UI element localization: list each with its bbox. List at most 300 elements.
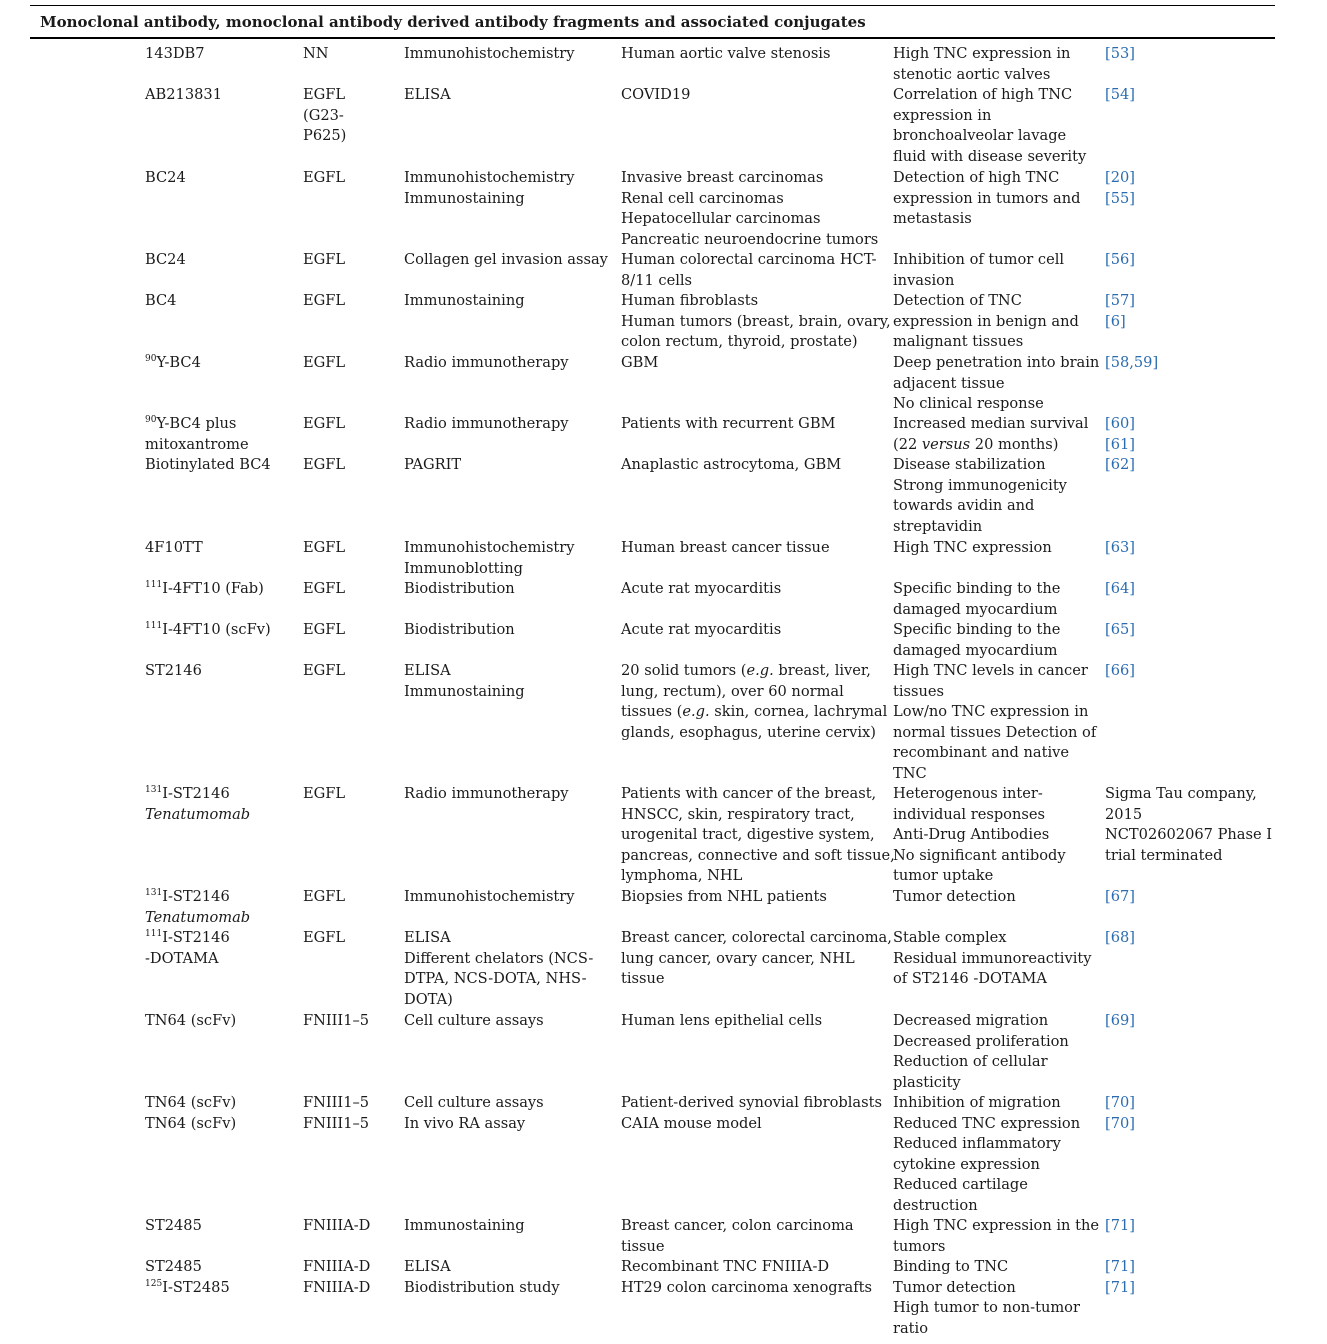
- cell-line: [621, 579, 883, 600]
- text-segment: stenotic aortic valves: [893, 65, 1051, 83]
- cell-line: ELISA: [404, 1258, 451, 1275]
- text-segment: Binding to TNC: [893, 1258, 1009, 1275]
- text-segment: towards avidin and: [893, 497, 1035, 515]
- cell-outcome: [893, 414, 1098, 455]
- cell-outcome: [893, 661, 1098, 785]
- text-segment: Disease stabilization: [893, 456, 1046, 473]
- text-segment: Acute rat myocarditis: [621, 621, 782, 638]
- cell-outcome: [893, 538, 1098, 559]
- cell-line: [621, 887, 883, 908]
- cell-line: [893, 805, 1098, 826]
- cell-line: [893, 209, 1098, 230]
- cell-line: [621, 866, 883, 887]
- cell-line: [893, 291, 1098, 312]
- cell-reference: [1105, 1011, 1320, 1032]
- cell-epitope: [303, 538, 393, 559]
- cell-line: [893, 147, 1098, 168]
- cell-line: [145, 455, 295, 476]
- reference-link[interactable]: [69]: [1105, 1012, 1135, 1029]
- text-segment: Recombinant TNC FNIIIA-D: [621, 1258, 830, 1275]
- cell-antibody: [145, 44, 295, 65]
- text-segment: Human fibroblasts: [621, 292, 759, 309]
- cell-line: [621, 455, 883, 476]
- cell-application: [404, 168, 614, 209]
- cell-line: [621, 85, 883, 106]
- cell-antibody: [145, 887, 295, 928]
- cell-antibody: [145, 85, 295, 106]
- cell-line: [621, 661, 883, 682]
- cell-reference: [1105, 291, 1320, 332]
- cell-line: [1105, 1093, 1320, 1114]
- text-segment: Reduced TNC expression: [893, 1114, 1081, 1132]
- text-segment: Anaplastic astrocytoma, GBM: [621, 456, 842, 473]
- text-segment: Specific binding to the: [893, 580, 1061, 597]
- cell-line: [1105, 928, 1320, 949]
- isotope-superscript: 90: [145, 415, 157, 425]
- reference-link[interactable]: [67]: [1105, 888, 1135, 905]
- cell-line: [145, 1011, 295, 1032]
- cell-line: [893, 1134, 1098, 1155]
- text-segment: tumors: [893, 1237, 946, 1255]
- cell-model: [621, 1093, 883, 1134]
- cell-model: [621, 928, 892, 990]
- cell-reference: [1105, 353, 1320, 374]
- section-title: Monoclonal antibody, monoclonal antibody derived antibody fragments and associated conjugates: [40, 13, 866, 31]
- cell-line: [893, 887, 1098, 908]
- cell-line: [1105, 44, 1320, 65]
- cell-line: [893, 825, 1098, 846]
- cell-antibody: [145, 414, 295, 455]
- text-segment: plasticity: [893, 1073, 961, 1091]
- cell-epitope: [303, 44, 393, 65]
- cell-line: [1105, 579, 1320, 600]
- cell-line: [1105, 312, 1320, 333]
- cell-line: Immunostaining: [404, 292, 525, 309]
- text-segment: 143DB7: [145, 45, 205, 62]
- reference-link[interactable]: [56]: [1105, 251, 1135, 268]
- cell-line: [621, 414, 883, 435]
- cell-line: Immunohistochemistry: [404, 539, 575, 556]
- reference-link[interactable]: [71]: [1105, 1217, 1135, 1234]
- cell-line: [893, 784, 1098, 805]
- reference-link[interactable]: [60]: [1105, 415, 1135, 432]
- text-segment: AB213831: [145, 86, 222, 103]
- cell-line: Radio immunotherapy: [404, 354, 569, 371]
- cell-line: [893, 1237, 1098, 1258]
- reference-link[interactable]: [20]: [1105, 169, 1135, 186]
- cell-epitope: [303, 455, 393, 476]
- isotope-superscript: 131: [145, 888, 163, 898]
- text-segment: tissues: [893, 682, 945, 700]
- text-segment: individual responses: [893, 805, 1045, 823]
- cell-application: [404, 414, 614, 435]
- cell-line: [1105, 620, 1320, 641]
- text-segment: Deep penetration into brain: [893, 354, 1100, 371]
- cell-line: [1105, 805, 1320, 826]
- cell-line: [893, 65, 1098, 86]
- cell-line: [145, 805, 295, 826]
- text-segment: Correlation of high TNC: [893, 86, 1073, 103]
- text-segment: BC4: [145, 292, 177, 309]
- cell-application: [404, 784, 614, 805]
- cell-line: [621, 1237, 883, 1258]
- cell-epitope: [303, 353, 393, 374]
- isotope-superscript: 111: [145, 929, 163, 939]
- cell-antibody: [145, 168, 295, 189]
- cell-model: [621, 44, 883, 65]
- text-segment: lung cancer, ovary cancer, NHL: [621, 949, 855, 967]
- text-segment: lung, rectum), over 60 normal: [621, 682, 844, 700]
- isotope-superscript: 90: [145, 354, 157, 364]
- cell-line: [893, 969, 1098, 990]
- cell-line: [621, 702, 888, 723]
- cell-line: Biodistribution: [404, 621, 515, 638]
- cell-line: [893, 1052, 1098, 1073]
- cell-antibody: [145, 1257, 295, 1298]
- cell-antibody: [145, 455, 295, 476]
- text-segment: Acute rat myocarditis: [621, 580, 782, 597]
- cell-outcome: [893, 579, 1098, 620]
- cell-reference: [1105, 85, 1320, 106]
- cell-line: In vivo RA assay: [404, 1114, 526, 1132]
- reference-link[interactable]: [63]: [1105, 539, 1135, 556]
- reference-link[interactable]: [55]: [1105, 189, 1135, 207]
- cell-epitope: [303, 579, 393, 600]
- cell-line: [893, 600, 1098, 621]
- text-segment: 20 solid tumors (: [621, 662, 747, 679]
- isotope-superscript: 131: [145, 785, 163, 795]
- cell-line: [1105, 846, 1320, 867]
- table-top-rule: [30, 5, 1275, 6]
- cell-line: [1105, 85, 1320, 106]
- cell-line: [1105, 887, 1320, 908]
- text-segment: High tumor to non-tumor: [893, 1299, 1080, 1317]
- cell-line: PAGRIT: [404, 456, 462, 473]
- cell-line: [893, 1278, 1098, 1299]
- cell-line: DTPA, NCS-DOTA, NHS-: [404, 970, 587, 988]
- reference-link[interactable]: [70]: [1105, 1094, 1135, 1111]
- reference-link[interactable]: [58,59]: [1105, 354, 1159, 371]
- cell-line: [893, 476, 1098, 497]
- cell-line: [1105, 538, 1320, 559]
- text-segment: invasion: [893, 271, 955, 289]
- cell-antibody: [145, 661, 295, 682]
- cell-line: [145, 928, 295, 949]
- cell-application: [404, 1093, 614, 1134]
- italic-text: e.g.: [746, 662, 774, 679]
- cell-model: [621, 1257, 883, 1298]
- cell-application: [404, 353, 614, 374]
- cell-line: [893, 949, 1098, 970]
- cell-antibody: [145, 353, 295, 374]
- text-segment: Human breast cancer tissue: [621, 539, 830, 556]
- cell-line: [893, 435, 1098, 456]
- cell-line: [893, 1257, 1098, 1278]
- cell-line: [893, 1155, 1098, 1176]
- cell-line: [145, 1278, 295, 1299]
- text-segment: Detection of TNC: [893, 292, 1022, 309]
- cell-antibody: [145, 538, 295, 559]
- cell-model: [621, 784, 895, 887]
- text-segment: Renal cell carcinomas: [621, 189, 784, 207]
- cell-line: [893, 620, 1098, 641]
- italic-text: Tenatumomab: [145, 805, 251, 823]
- text-segment: Reduction of cellular: [893, 1053, 1048, 1071]
- text-segment: tissue: [621, 970, 665, 988]
- cell-line: NN: [303, 45, 329, 62]
- cell-line: [1105, 825, 1320, 846]
- cell-line: [1105, 291, 1320, 312]
- cell-line: [893, 641, 1098, 662]
- cell-line: Immunostaining: [404, 1217, 525, 1234]
- reference-link[interactable]: [53]: [1105, 45, 1135, 62]
- text-segment: fluid with disease severity: [893, 147, 1087, 165]
- cell-line: [621, 271, 883, 292]
- cell-line: [893, 312, 1098, 333]
- cell-line: [1105, 168, 1320, 189]
- cell-line: DOTA): [404, 990, 453, 1008]
- cell-reference: [1105, 1093, 1320, 1134]
- text-segment: I-ST2146: [162, 785, 230, 802]
- cell-reference: [1105, 1257, 1320, 1298]
- cell-line: [893, 414, 1098, 435]
- text-segment: I-ST2146: [162, 929, 230, 946]
- cell-line: [893, 1175, 1098, 1196]
- cell-application: [404, 250, 614, 271]
- reference-link[interactable]: [57]: [1105, 292, 1135, 309]
- cell-line: [1105, 435, 1320, 456]
- text-segment: Low/no TNC expression in: [893, 703, 1089, 721]
- reference-link[interactable]: [64]: [1105, 580, 1135, 597]
- cell-line: [893, 126, 1098, 147]
- cell-antibody: [145, 1011, 295, 1032]
- cell-line: Immunoblotting: [404, 559, 523, 577]
- text-segment: streptavidin: [893, 517, 983, 535]
- cell-line: [621, 846, 895, 867]
- text-segment: Detection of high TNC: [893, 169, 1060, 186]
- cell-epitope: [303, 1011, 393, 1032]
- cell-line: [893, 1032, 1098, 1053]
- reference-link[interactable]: [70]: [1105, 1114, 1135, 1132]
- cell-line: Cell culture assays: [404, 1094, 544, 1111]
- text-segment: Human lens epithelial cells: [621, 1012, 823, 1029]
- cell-line: [145, 949, 295, 970]
- cell-line: [893, 661, 1098, 682]
- reference-link[interactable]: [54]: [1105, 86, 1135, 103]
- cell-line: [893, 394, 1098, 415]
- cell-line: [893, 44, 1098, 65]
- cell-line: EGFL: [303, 539, 346, 556]
- cell-line: Collagen gel invasion assay: [404, 251, 608, 268]
- cell-line: FNIII1–5: [303, 1114, 370, 1132]
- text-segment: Reduced inflammatory: [893, 1135, 1061, 1153]
- cell-application: [404, 538, 614, 579]
- cell-line: ELISA: [404, 662, 451, 679]
- cell-application: [404, 887, 614, 908]
- cell-line: [621, 189, 883, 210]
- text-segment: urogenital tract, digestive system,: [621, 826, 875, 844]
- cell-line: [893, 168, 1098, 189]
- cell-application: [404, 620, 614, 641]
- text-segment: TNC: [893, 764, 927, 782]
- text-segment: I-4FT10 (Fab): [162, 580, 264, 597]
- cell-model: [621, 414, 883, 435]
- text-segment: BC24: [145, 251, 186, 268]
- cell-line: [621, 291, 883, 312]
- text-segment: Heterogenous inter-: [893, 785, 1043, 802]
- reference-link[interactable]: [65]: [1105, 621, 1135, 638]
- cell-line: [621, 209, 883, 230]
- cell-line: [893, 353, 1098, 374]
- cell-line: [621, 620, 883, 641]
- text-segment: Sigma Tau company,: [1105, 785, 1257, 802]
- cell-line: [621, 682, 883, 703]
- cell-line: Immunostaining: [404, 189, 525, 207]
- cell-model: [621, 1011, 883, 1032]
- cell-line: [145, 168, 295, 189]
- text-segment: Residual immunoreactivity: [893, 949, 1092, 967]
- text-segment: Decreased proliferation: [893, 1032, 1069, 1050]
- text-segment: Patient-derived synovial fibroblasts: [621, 1094, 882, 1111]
- text-segment: lymphoma, NHL: [621, 867, 743, 885]
- cell-line: EGFL: [303, 415, 346, 432]
- cell-line: [145, 579, 295, 600]
- cell-outcome: [893, 1011, 1098, 1093]
- text-segment: Increased median survival: [893, 415, 1089, 432]
- text-segment: Human tumors (breast, brain, ovary,: [621, 312, 891, 330]
- cell-line: [1105, 1216, 1320, 1237]
- cell-model: [621, 85, 883, 106]
- cell-line: [621, 805, 883, 826]
- text-segment: NCT02602067 Phase I: [1105, 826, 1273, 844]
- cell-line: [145, 44, 295, 65]
- cell-line: [621, 44, 883, 65]
- text-segment: High TNC expression in: [893, 45, 1071, 62]
- cell-reference: [1105, 928, 1320, 949]
- cell-line: EGFL: [303, 888, 346, 905]
- cell-outcome: [893, 1216, 1098, 1257]
- reference-link[interactable]: [61]: [1105, 435, 1135, 453]
- cell-line: [621, 1257, 883, 1278]
- cell-line: [621, 784, 883, 805]
- text-segment: Pancreatic neuroendocrine tumors: [621, 230, 879, 248]
- text-segment: Biotinylated BC4: [145, 456, 271, 473]
- cell-model: [621, 455, 883, 476]
- reference-link[interactable]: [66]: [1105, 662, 1135, 679]
- text-segment: metastasis: [893, 210, 972, 228]
- italic-text: Tenatumomab: [145, 908, 251, 926]
- cell-reference: [1105, 620, 1320, 641]
- cell-line: Different chelators (NCS-: [404, 949, 594, 967]
- cell-line: [1105, 1011, 1320, 1032]
- text-segment: 2015: [1105, 805, 1143, 823]
- reference-link[interactable]: [6]: [1105, 312, 1126, 330]
- cell-line: EGFL: [303, 292, 346, 309]
- cell-line: [145, 661, 295, 682]
- cell-line: [893, 374, 1098, 395]
- cell-line: [1105, 784, 1320, 805]
- text-segment: recombinant and native: [893, 744, 1070, 762]
- cell-reference: [1105, 44, 1320, 65]
- cell-antibody: [145, 291, 295, 312]
- cell-line: [621, 250, 883, 271]
- cell-application: [404, 1257, 614, 1298]
- cell-line: [1105, 189, 1320, 210]
- reference-link[interactable]: [71]: [1105, 1278, 1135, 1296]
- text-segment: ratio: [893, 1319, 928, 1337]
- cell-line: [893, 928, 1098, 949]
- text-segment: cytokine expression: [893, 1155, 1040, 1173]
- text-segment: High TNC expression in the: [893, 1217, 1099, 1234]
- text-segment: pancreas, connective and soft tissue,: [621, 846, 895, 864]
- cell-application: [404, 579, 614, 600]
- text-segment: tumor uptake: [893, 867, 994, 885]
- reference-link[interactable]: [71]: [1105, 1258, 1135, 1275]
- text-segment: High TNC levels in cancer: [893, 662, 1088, 679]
- cell-epitope: [303, 250, 393, 271]
- cell-epitope: [303, 784, 393, 805]
- text-segment: of ST2146 -DOTAMA: [893, 970, 1047, 988]
- cell-application: [404, 455, 614, 476]
- text-segment: Tumor detection: [893, 888, 1016, 905]
- cell-line: [893, 682, 1098, 703]
- cell-line: EGFL: [303, 580, 346, 597]
- cell-line: [145, 908, 295, 929]
- text-segment: Decreased migration: [893, 1012, 1049, 1029]
- cell-line: [893, 496, 1098, 517]
- cell-model: [621, 353, 883, 374]
- text-segment: BC24: [145, 169, 186, 186]
- cell-line: [1105, 353, 1320, 374]
- cell-antibody: [145, 1093, 295, 1134]
- text-segment: Stable complex: [893, 929, 1007, 946]
- reference-link[interactable]: [68]: [1105, 929, 1135, 946]
- text-segment: breast, liver,: [773, 662, 871, 679]
- text-segment: expression in tumors and: [893, 189, 1081, 207]
- text-segment: damaged myocardium: [893, 641, 1058, 659]
- cell-reference: [1105, 168, 1320, 209]
- cell-line: EGFL: [303, 86, 346, 103]
- text-segment: Specific binding to the: [893, 621, 1061, 638]
- cell-line: [1105, 414, 1320, 435]
- text-segment: Strong immunogenicity: [893, 476, 1067, 494]
- cell-reference: [1105, 579, 1320, 600]
- cell-epitope: [303, 620, 393, 641]
- cell-antibody: [145, 620, 295, 641]
- cell-model: [621, 579, 883, 600]
- cell-line: [893, 538, 1098, 559]
- cell-outcome: [893, 1093, 1098, 1217]
- cell-line: Biodistribution: [404, 580, 515, 597]
- text-segment: 20 months): [970, 435, 1059, 453]
- cell-line: Immunohistochemistry: [404, 45, 575, 62]
- cell-line: [893, 1011, 1098, 1032]
- cell-line: [621, 969, 883, 990]
- cell-line: [621, 928, 892, 949]
- text-segment: TN64 (scFv): [145, 1094, 237, 1111]
- text-segment: bronchoalveolar lavage: [893, 127, 1067, 145]
- reference-link[interactable]: [62]: [1105, 456, 1135, 473]
- cell-line: EGFL: [303, 662, 346, 679]
- cell-line: [145, 784, 295, 805]
- cell-line: EGFL: [303, 621, 346, 638]
- cell-outcome: [893, 250, 1098, 291]
- text-segment: tissue: [621, 1237, 665, 1255]
- cell-line: [145, 887, 295, 908]
- cell-outcome: [893, 85, 1098, 167]
- text-segment: Tumor detection: [893, 1278, 1016, 1296]
- cell-line: ELISA: [404, 929, 451, 946]
